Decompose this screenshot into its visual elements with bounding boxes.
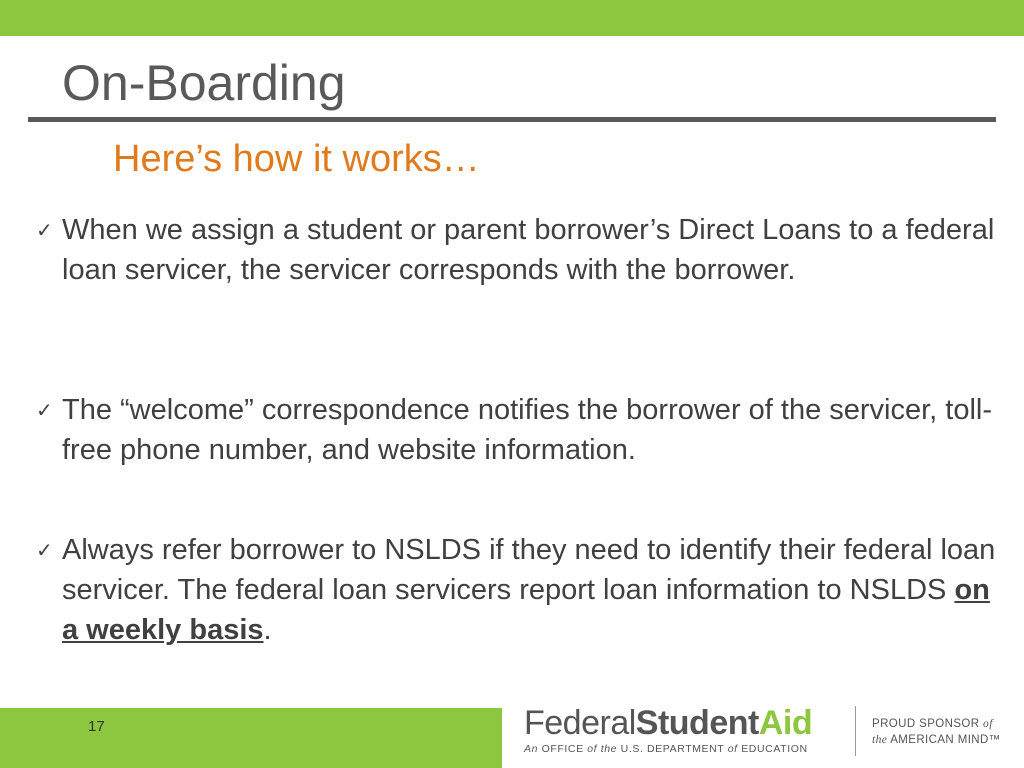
bullet-item [36, 210, 996, 290]
weekly-basis-emphasis: on a weekly basis [62, 574, 990, 646]
bullet-text [36, 530, 996, 650]
footer-green-bar [0, 708, 502, 768]
proud-sponsor-tagline: PROUD SPONSOR of the AMERICAN MIND™ [872, 718, 1001, 746]
bullet-text-end: . [263, 614, 272, 646]
bullet-text: When we assign a student or parent borrower’s Direct Loans to a federal loan servicer, the servicer corresponds with the borrower. [62, 214, 995, 286]
title-underline [28, 117, 996, 122]
logo-divider [855, 706, 856, 756]
bullet-text: The “welcome” correspondence notifies the borrower of the servicer, toll-free phone number, and website information. [62, 394, 993, 466]
top-accent-bar [0, 0, 1024, 36]
bullet-item [36, 530, 996, 650]
federal-student-aid-logo [524, 706, 1004, 762]
bullet-item [36, 390, 996, 470]
page-number: 17 [88, 718, 105, 735]
slide-subtitle: Here’s how it works… [113, 138, 480, 180]
logo-wordmark: FederalStudentAid [524, 704, 813, 742]
bullet-text-main: Always refer borrower to NSLDS if they need to identify their federal loan servicer. The federal loan servicers report loan information to NSLDS [62, 534, 996, 606]
check-icon: ✓ [36, 538, 53, 562]
slide-title: On-Boarding [62, 55, 346, 111]
check-icon: ✓ [36, 218, 53, 242]
check-icon: ✓ [36, 398, 53, 422]
logo-tagline: An OFFICE of the U.S. DEPARTMENT of EDUCATION [524, 743, 808, 755]
